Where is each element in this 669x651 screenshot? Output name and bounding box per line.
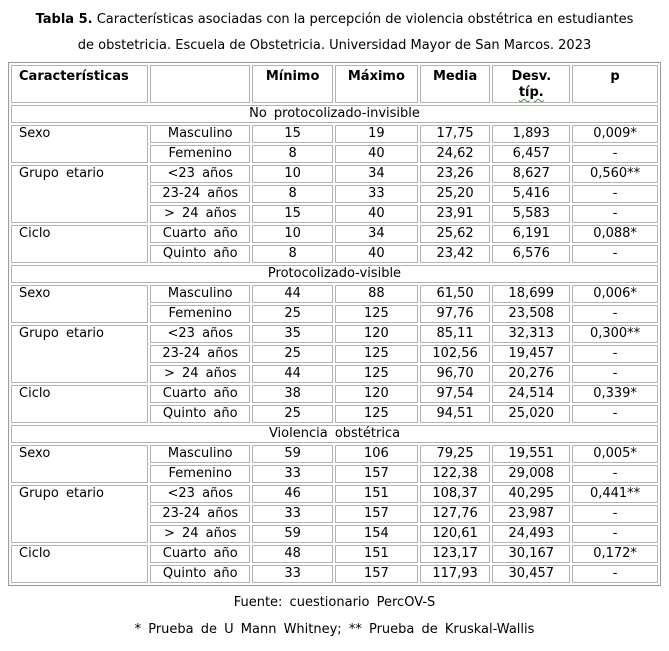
desv-cell: 20,276 — [492, 365, 570, 383]
table-row — [11, 445, 658, 463]
media-cell: 120,61 — [420, 525, 491, 543]
media-cell: 25,20 — [420, 185, 491, 203]
subcategory-cell: Masculino — [150, 445, 250, 463]
min-cell: 15 — [252, 205, 333, 223]
max-cell: 34 — [335, 165, 418, 183]
media-cell: 94,51 — [420, 405, 491, 423]
table-title-line2: de obstetricia. Escuela de Obstetricia. Universidad Mayor de San Marcos. 2023 — [77, 38, 592, 53]
max-cell: 40 — [335, 245, 418, 263]
max-cell: 125 — [335, 365, 418, 383]
desv-line1: Desv. — [511, 69, 552, 84]
p-cell: - — [572, 365, 658, 383]
max-cell: 33 — [335, 185, 418, 203]
media-cell: 25,62 — [420, 225, 491, 243]
table-row — [11, 225, 658, 243]
min-cell: 8 — [252, 145, 333, 163]
group-label: Sexo — [11, 125, 148, 163]
media-cell: 79,25 — [420, 445, 491, 463]
p-cell: 0,006* — [572, 285, 658, 303]
group-label: Ciclo — [11, 225, 148, 263]
min-cell: 46 — [252, 485, 333, 503]
header-row — [11, 65, 658, 103]
min-cell: 33 — [252, 505, 333, 523]
subcategory-cell: Femenino — [150, 145, 250, 163]
p-cell: - — [572, 145, 658, 163]
max-cell: 34 — [335, 225, 418, 243]
subcategory-cell: 23-24 años — [150, 185, 250, 203]
desv-cell: 30,457 — [492, 565, 570, 583]
min-cell: 25 — [252, 305, 333, 323]
subcategory-cell: Femenino — [150, 465, 250, 483]
min-cell: 44 — [252, 365, 333, 383]
max-cell: 40 — [335, 205, 418, 223]
statistical-tests-note: * Prueba de U Mann Whitney; ** Prueba de Kruskal-Wallis — [134, 622, 535, 637]
min-cell: 25 — [252, 345, 333, 363]
min-cell: 38 — [252, 385, 333, 403]
subcategory-cell: Quinto año — [150, 405, 250, 423]
table-row — [11, 485, 658, 503]
desv-cell: 8,627 — [492, 165, 570, 183]
col-header-p: p — [572, 65, 658, 103]
group-label: Ciclo — [11, 545, 148, 583]
table-row — [11, 165, 658, 183]
subcategory-cell: Quinto año — [150, 565, 250, 583]
table-title-text: Características asociadas con la percepción de violencia obstétrica en estudiantes — [96, 12, 634, 27]
media-cell: 24,62 — [420, 145, 491, 163]
p-cell: 0,009* — [572, 125, 658, 143]
media-cell: 127,76 — [420, 505, 491, 523]
max-cell: 40 — [335, 145, 418, 163]
p-cell: 0,441** — [572, 485, 658, 503]
desv-cell: 18,699 — [492, 285, 570, 303]
p-cell: - — [572, 525, 658, 543]
col-header-maximo: Máximo — [335, 65, 418, 103]
desv-cell: 19,457 — [492, 345, 570, 363]
subcategory-cell: > 24 años — [150, 365, 250, 383]
table-row — [11, 385, 658, 403]
min-cell: 15 — [252, 125, 333, 143]
subcategory-cell: Quinto año — [150, 245, 250, 263]
p-cell: - — [572, 505, 658, 523]
section-header-protocolizado: Protocolizado-visible — [11, 265, 658, 283]
p-cell: 0,560** — [572, 165, 658, 183]
col-header-minimo: Mínimo — [252, 65, 333, 103]
p-cell: - — [572, 565, 658, 583]
media-cell: 96,70 — [420, 365, 491, 383]
p-cell: - — [572, 185, 658, 203]
min-cell: 59 — [252, 445, 333, 463]
desv-cell: 6,191 — [492, 225, 570, 243]
max-cell: 151 — [335, 545, 418, 563]
subcategory-cell: 23-24 años — [150, 345, 250, 363]
col-header-caracteristicas: Características — [11, 65, 148, 103]
group-label: Grupo etario — [11, 325, 148, 383]
min-cell: 44 — [252, 285, 333, 303]
p-cell: - — [572, 305, 658, 323]
group-label: Grupo etario — [11, 165, 148, 223]
media-cell: 17,75 — [420, 125, 491, 143]
max-cell: 157 — [335, 465, 418, 483]
desv-cell: 23,987 — [492, 505, 570, 523]
p-cell: - — [572, 405, 658, 423]
max-cell: 157 — [335, 505, 418, 523]
desv-cell: 6,576 — [492, 245, 570, 263]
desv-cell: 23,508 — [492, 305, 570, 323]
col-header-desv-tip — [492, 65, 570, 103]
p-cell: - — [572, 465, 658, 483]
group-label: Ciclo — [11, 385, 148, 423]
min-cell: 59 — [252, 525, 333, 543]
media-cell: 108,37 — [420, 485, 491, 503]
subcategory-cell: <23 años — [150, 485, 250, 503]
media-cell: 23,42 — [420, 245, 491, 263]
subcategory-cell: Cuarto año — [150, 545, 250, 563]
desv-cell: 1,893 — [492, 125, 570, 143]
subcategory-cell: > 24 años — [150, 205, 250, 223]
p-cell: - — [572, 245, 658, 263]
desv-cell: 5,416 — [492, 185, 570, 203]
min-cell: 25 — [252, 405, 333, 423]
group-label: Grupo etario — [11, 485, 148, 543]
subcategory-cell: Cuarto año — [150, 385, 250, 403]
subcategory-cell: <23 años — [150, 165, 250, 183]
media-cell: 117,93 — [420, 565, 491, 583]
table-number: Tabla 5. — [35, 12, 93, 27]
min-cell: 8 — [252, 245, 333, 263]
table-row — [11, 545, 658, 563]
subcategory-cell: Masculino — [150, 125, 250, 143]
section-row — [11, 425, 658, 443]
max-cell: 151 — [335, 485, 418, 503]
max-cell: 157 — [335, 565, 418, 583]
section-row — [11, 105, 658, 123]
table-row — [11, 285, 658, 303]
section-header-violencia: Violencia obstétrica — [11, 425, 658, 443]
subcategory-cell: > 24 años — [150, 525, 250, 543]
media-cell: 23,26 — [420, 165, 491, 183]
desv-cell: 24,493 — [492, 525, 570, 543]
p-cell: - — [572, 345, 658, 363]
max-cell: 125 — [335, 305, 418, 323]
subcategory-cell: Cuarto año — [150, 225, 250, 243]
media-cell: 123,17 — [420, 545, 491, 563]
desv-cell: 5,583 — [492, 205, 570, 223]
table-title-line1 — [0, 7, 669, 33]
subcategory-cell: Masculino — [150, 285, 250, 303]
desv-cell: 25,020 — [492, 405, 570, 423]
media-cell: 61,50 — [420, 285, 491, 303]
group-label: Sexo — [11, 445, 148, 483]
subcategory-cell: <23 años — [150, 325, 250, 343]
media-cell: 102,56 — [420, 345, 491, 363]
min-cell: 10 — [252, 225, 333, 243]
max-cell: 106 — [335, 445, 418, 463]
max-cell: 125 — [335, 345, 418, 363]
subcategory-cell: Femenino — [150, 305, 250, 323]
max-cell: 120 — [335, 325, 418, 343]
min-cell: 48 — [252, 545, 333, 563]
table-row — [11, 325, 658, 343]
source-note: Fuente: cuestionario PercOV-S — [233, 595, 436, 610]
table-title — [0, 7, 669, 59]
min-cell: 33 — [252, 465, 333, 483]
section-header-no-protocolizado: No protocolizado-invisible — [11, 105, 658, 123]
min-cell: 8 — [252, 185, 333, 203]
max-cell: 88 — [335, 285, 418, 303]
col-header-media: Media — [420, 65, 491, 103]
desv-cell: 29,008 — [492, 465, 570, 483]
min-cell: 10 — [252, 165, 333, 183]
p-cell: 0,172* — [572, 545, 658, 563]
desv-cell: 6,457 — [492, 145, 570, 163]
media-cell: 85,11 — [420, 325, 491, 343]
p-cell: 0,088* — [572, 225, 658, 243]
max-cell: 125 — [335, 405, 418, 423]
media-cell: 23,91 — [420, 205, 491, 223]
desv-cell: 40,295 — [492, 485, 570, 503]
table-row — [11, 125, 658, 143]
p-cell: 0,005* — [572, 445, 658, 463]
desv-cell: 19,551 — [492, 445, 570, 463]
max-cell: 120 — [335, 385, 418, 403]
desv-cell: 24,514 — [492, 385, 570, 403]
desv-line2: típ. — [518, 85, 544, 100]
desv-cell: 30,167 — [492, 545, 570, 563]
min-cell: 33 — [252, 565, 333, 583]
p-cell: 0,339* — [572, 385, 658, 403]
group-label: Sexo — [11, 285, 148, 323]
col-header-empty — [150, 65, 250, 103]
min-cell: 35 — [252, 325, 333, 343]
media-cell: 97,76 — [420, 305, 491, 323]
media-cell: 97,54 — [420, 385, 491, 403]
statistics-table — [8, 62, 661, 586]
p-cell: 0,300** — [572, 325, 658, 343]
media-cell: 122,38 — [420, 465, 491, 483]
desv-cell: 32,313 — [492, 325, 570, 343]
section-row — [11, 265, 658, 283]
p-cell: - — [572, 205, 658, 223]
max-cell: 19 — [335, 125, 418, 143]
subcategory-cell: 23-24 años — [150, 505, 250, 523]
max-cell: 154 — [335, 525, 418, 543]
